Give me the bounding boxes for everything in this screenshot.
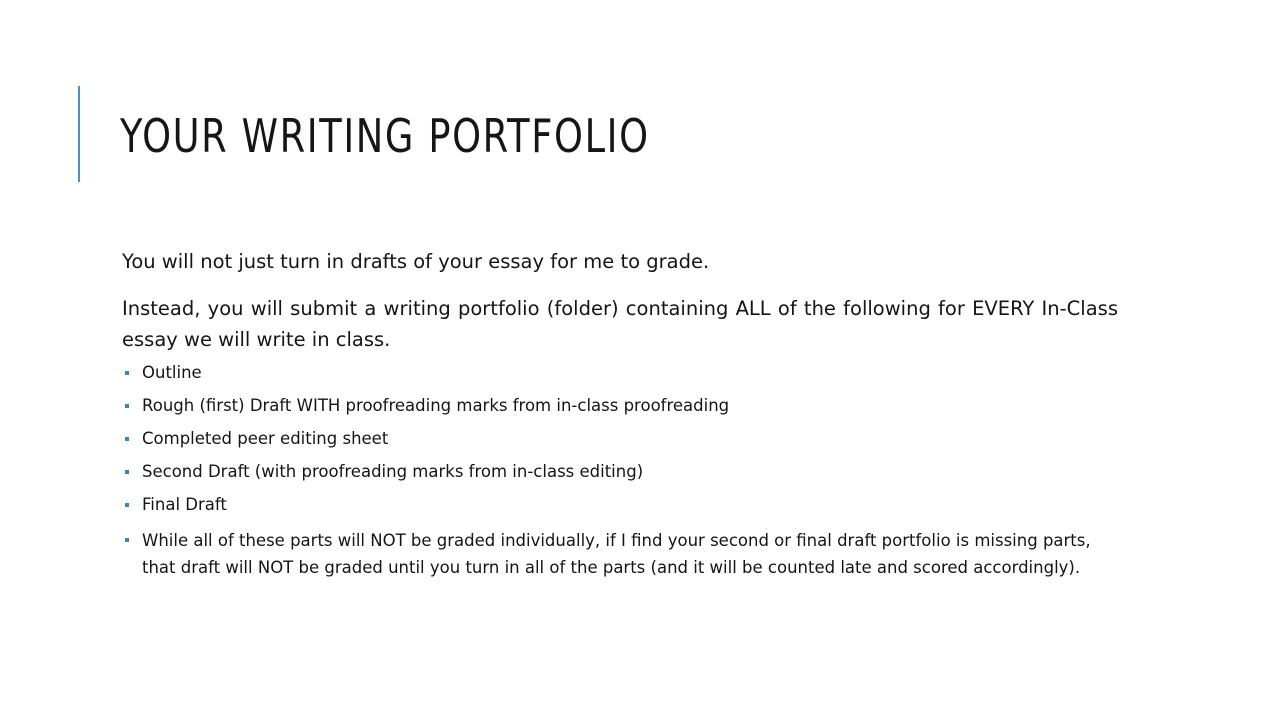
title-accent-bar [78, 86, 80, 182]
square-bullet-icon [125, 371, 129, 375]
list-item [122, 494, 1118, 516]
instructions-paragraph: Instead, you will submit a writing portfolio (folder) containing ALL of the following for EVERY In-Class essay we will write in class. [122, 297, 1118, 351]
list-item [122, 461, 1118, 483]
list-item [122, 362, 1118, 384]
portfolio-items-list [122, 362, 1118, 581]
list-item [122, 395, 1118, 417]
list-item [122, 428, 1118, 450]
square-bullet-icon [125, 404, 129, 408]
list-item-text: Completed peer editing sheet [142, 429, 389, 448]
list-item-text: Final Draft [142, 495, 227, 514]
list-item-text: Second Draft (with proofreading marks from in-class editing) [142, 462, 644, 481]
grading-note-text: While all of these parts will NOT be graded individually, if I find your second or final draft portfolio is missing parts, that draft will NOT be graded until you turn in all of the parts (and it will be counted late and scored accordingly). [142, 531, 1091, 577]
slide-body [122, 246, 1118, 592]
square-bullet-icon [125, 437, 129, 441]
list-item-text: Rough (first) Draft WITH proofreading marks from in-class proofreading [142, 396, 730, 415]
list-item-text: Outline [142, 363, 202, 382]
intro-paragraph: You will not just turn in drafts of your essay for me to grade. [122, 250, 710, 273]
square-bullet-icon [125, 538, 129, 542]
grading-note [122, 527, 1118, 581]
square-bullet-icon [125, 470, 129, 474]
square-bullet-icon [125, 503, 129, 507]
slide-title: YOUR WRITING PORTFOLIO [120, 109, 650, 163]
